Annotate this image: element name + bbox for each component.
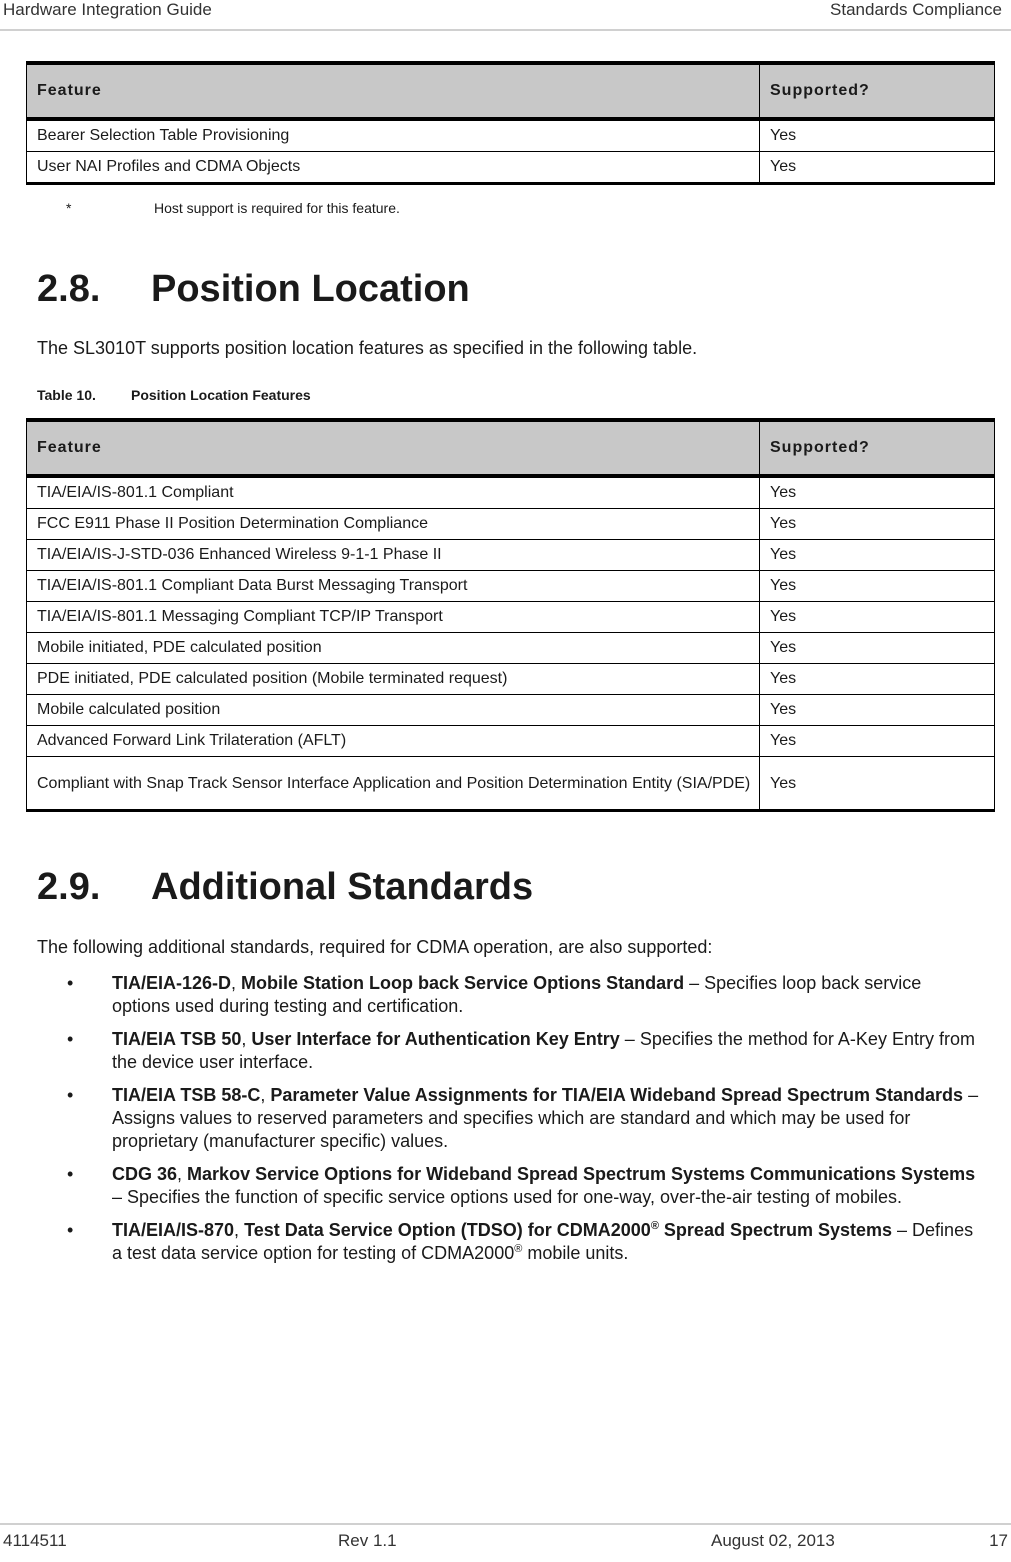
standard-description: Specifies loop back service options used during testing and certification. [112,973,922,1016]
footnote-text: Host support is required for this feature. [154,200,400,216]
feature-cell: Mobile calculated position [27,695,760,726]
standard-description: Defines a test data service option for testing of CDMA2000® mobile units. [112,1220,974,1263]
list-item: • CDG 36, Markov Service Options for Wideband Spread Spectrum Systems Communications Systems – Specifies the function of specific service options used for one-way, over-the-air testing of mobiles. [67,1164,976,1207]
footer-revision: Rev 1.1 [338,1531,397,1550]
list-item: • TIA/EIA-126-D, Mobile Station Loop back Service Options Standard – Specifies loop back service options used during testing and certification. [67,973,922,1016]
bullet: • [67,1029,74,1049]
table-row [27,757,995,811]
list-item: • TIA/EIA TSB 58-C, Parameter Value Assignments for TIA/EIA Wideband Spread Spectrum Standards – Assigns values to reserved parameters and specifies which are standard and which may be used for proprietary (manufacturer specific) values. [67,1085,979,1151]
list-item: • TIA/EIA TSB 50, User Interface for Authentication Key Entry – Specifies the method for A-Key Entry from the device user interface. [67,1029,975,1072]
table-row [27,633,995,664]
section-title: Position Location [151,268,470,310]
supported-cell: Yes [760,152,995,184]
feature-cell: Bearer Selection Table Provisioning [27,119,760,152]
column-header-supported: Supported? [760,63,995,119]
standard-name: Mobile Station Loop back Service Options Standard [241,973,685,993]
standard-name: Parameter Value Assignments for TIA/EIA Wideband Spread Spectrum Standards [270,1085,964,1105]
supported-cell: Yes [760,571,995,602]
standard-id: TIA/EIA TSB 50 [112,1029,242,1049]
footer-doc-number: 4114511 [3,1531,67,1550]
supported-cell: Yes [760,726,995,757]
feature-cell: Compliant with Snap Track Sensor Interface Application and Position Determination Entity (SIA/PDE) [27,757,760,811]
standard-description: Specifies the method for A-Key Entry from the device user interface. [112,1029,975,1072]
standard-name: Test Data Service Option (TDSO) for CDMA2000® Spread Spectrum Systems [244,1220,893,1240]
supported-cell: Yes [760,509,995,540]
table-row [27,540,995,571]
table-row [27,695,995,726]
table-row [27,571,995,602]
section-heading-additional-standards [37,866,533,909]
table-footnote [66,200,400,216]
feature-cell: User NAI Profiles and CDMA Objects [27,152,760,184]
supported-cell: Yes [760,757,995,811]
header-section-title: Standards Compliance [830,0,1002,19]
table-header-row [27,63,995,119]
list-item: • TIA/EIA/IS-870, Test Data Service Option (TDSO) for CDMA2000® Spread Spectrum Systems – Defines a test data service option for testing of CDMA2000® mobile units. [67,1220,974,1263]
standard-description: Specifies the function of specific service options used for one-way, over-the-air testing of mobiles. [127,1187,903,1207]
footer-page-number: 17 [989,1531,1008,1550]
standards-list [37,972,982,1275]
table-header-row [27,420,995,476]
table-row [27,152,995,184]
standard-id: TIA/EIA TSB 58-C [112,1085,261,1105]
table-row [27,664,995,695]
table-row [27,726,995,757]
feature-cell: TIA/EIA/IS-801.1 Messaging Compliant TCP/IP Transport [27,602,760,633]
page-header [0,0,1011,31]
standard-description: Assigns values to reserved parameters and specifies which are standard and which may be used for proprietary (manufacturer specific) values. [112,1108,911,1151]
supported-cell: Yes [760,119,995,152]
feature-cell: TIA/EIA/IS-801.1 Compliant [27,476,760,509]
supported-cell: Yes [760,602,995,633]
bullet: • [67,1220,74,1240]
previous-features-table [26,61,995,185]
supported-cell: Yes [760,633,995,664]
supported-cell: Yes [760,540,995,571]
feature-cell: PDE initiated, PDE calculated position (Mobile terminated request) [27,664,760,695]
feature-cell: TIA/EIA/IS-J-STD-036 Enhanced Wireless 9-1-1 Phase II [27,540,760,571]
bullet: • [67,1164,74,1184]
table-row [27,476,995,509]
standard-id: TIA/EIA-126-D [112,973,232,993]
section-intro-paragraph: The following additional standards, required for CDMA operation, are also supported: [37,937,713,957]
section-number: 2.9. [37,866,101,908]
section-heading-position-location [37,268,470,311]
caption-number: Table 10. [37,387,96,403]
footer-date: August 02, 2013 [711,1531,835,1550]
column-header-feature: Feature [27,420,760,476]
standard-name: User Interface for Authentication Key Entry [251,1029,620,1049]
footnote-marker: * [66,200,72,216]
table-row [27,119,995,152]
standard-id: TIA/EIA/IS-870 [112,1220,235,1240]
standard-id: CDG 36 [112,1164,178,1184]
table-row [27,602,995,633]
column-header-supported: Supported? [760,420,995,476]
section-intro-paragraph: The SL3010T supports position location features as specified in the following table. [37,338,698,358]
table-row [27,509,995,540]
section-title: Additional Standards [151,866,534,908]
page-footer [0,1523,1011,1562]
supported-cell: Yes [760,476,995,509]
bullet: • [67,1085,74,1105]
feature-cell: Mobile initiated, PDE calculated position [27,633,760,664]
section-number: 2.8. [37,268,101,310]
position-location-table [26,418,995,812]
bullet: • [67,973,74,993]
standard-name: Markov Service Options for Wideband Spread Spectrum Systems Communications Systems [187,1164,976,1184]
header-doc-title: Hardware Integration Guide [3,0,212,19]
supported-cell: Yes [760,695,995,726]
caption-title: Position Location Features [131,387,311,403]
table-caption [37,387,311,403]
feature-cell: TIA/EIA/IS-801.1 Compliant Data Burst Messaging Transport [27,571,760,602]
feature-cell: Advanced Forward Link Trilateration (AFLT) [27,726,760,757]
feature-cell: FCC E911 Phase II Position Determination Compliance [27,509,760,540]
supported-cell: Yes [760,664,995,695]
column-header-feature: Feature [27,63,760,119]
